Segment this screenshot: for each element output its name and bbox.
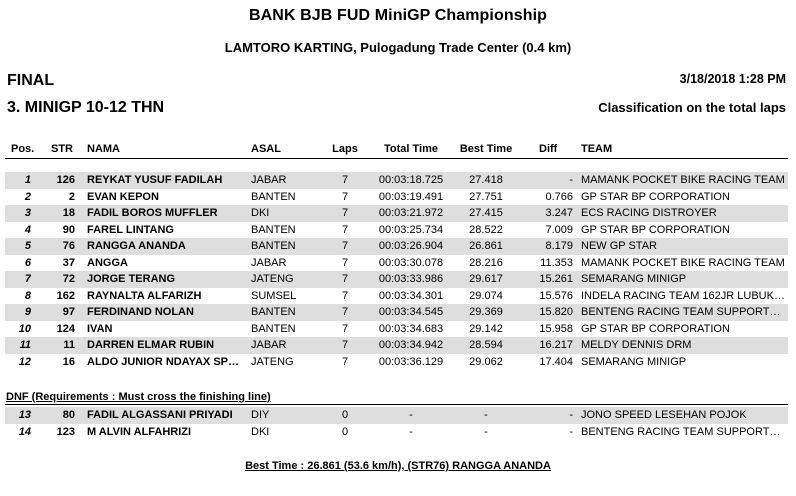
cell-team: MAMANK POCKET BIKE RACING TEAM (581, 174, 785, 186)
column-header-best-time: Best Time (459, 143, 513, 155)
cell-laps: 7 (341, 322, 349, 335)
cell-str: 11 (63, 339, 75, 351)
dnf-row (5, 407, 788, 424)
cell-pos: 10 (18, 322, 31, 335)
cell-total-time: 00:03:30.078 (378, 256, 444, 269)
cell-diff: - (569, 174, 573, 186)
cell-asal: JABAR (251, 174, 287, 186)
cell-pos: 9 (24, 306, 31, 318)
cell-str: 126 (56, 174, 75, 186)
result-row (5, 189, 788, 206)
cell-diff: 15.820 (539, 306, 573, 318)
cell-nama: RAYNALTA ALFARIZH (87, 289, 202, 302)
cell-team: GP STAR BP CORPORATION (581, 322, 730, 335)
cell-nama: RANGGA ANANDA (87, 240, 186, 252)
column-header-diff: Diff (539, 143, 558, 155)
cell-asal: DIY (251, 409, 270, 421)
cell-str: 18 (62, 207, 75, 219)
cell-best-time: 29.074 (469, 289, 503, 302)
cell-total-time: 00:03:34.545 (378, 306, 444, 318)
cell-diff: 11.353 (540, 256, 573, 269)
cell-total-time: 00:03:19.491 (378, 190, 444, 203)
cell-str: 80 (62, 409, 75, 421)
cell-laps: 7 (341, 355, 349, 368)
cell-str: 16 (62, 355, 75, 368)
cell-asal: JATENG (251, 273, 294, 285)
cell-best-time: 27.751 (469, 190, 503, 203)
cell-laps: 7 (341, 240, 349, 252)
result-row (5, 337, 788, 354)
cell-pos: 5 (24, 240, 31, 252)
cell-laps: 7 (341, 256, 349, 269)
cell-pos: 6 (24, 256, 31, 269)
result-row (5, 238, 788, 255)
cell-str: 124 (56, 322, 75, 335)
result-row (5, 255, 788, 272)
cell-pos: 11 (19, 339, 31, 351)
results-table-header (5, 141, 788, 159)
cell-team: BENTENG RACING TEAM SUPPORT… (581, 425, 781, 438)
column-header-team: TEAM (581, 143, 613, 155)
cell-laps: 7 (341, 223, 349, 236)
cell-pos: 12 (18, 355, 31, 368)
column-header-asal: ASAL (251, 143, 281, 155)
cell-team: MELDY DENNIS DRM (581, 339, 692, 351)
cell-best-time: 28.522 (469, 223, 503, 236)
column-header-laps: Laps (332, 143, 358, 155)
cell-best-time: 28.594 (469, 339, 503, 351)
result-row (5, 288, 788, 305)
cell-best-time: 26.861 (469, 240, 503, 252)
cell-nama: ANGGA (87, 256, 128, 269)
cell-best-time: 29.062 (469, 355, 503, 368)
cell-nama: ALDO JUNIOR NDAYAX SP… (87, 355, 239, 368)
column-header-str: STR (51, 143, 73, 155)
cell-total-time: 00:03:34.683 (378, 322, 444, 335)
cell-asal: JABAR (251, 256, 287, 269)
cell-team: SEMARANG MINIGP (581, 273, 687, 285)
cell-nama: M ALVIN ALFAHRIZI (87, 425, 192, 438)
column-header-pos: Pos. (11, 143, 35, 155)
cell-str: 72 (62, 273, 75, 285)
cell-asal: BANTEN (251, 223, 296, 236)
cell-total-time: - (409, 409, 413, 421)
cell-team: MAMANK POCKET BIKE RACING TEAM (581, 256, 785, 269)
cell-pos: 4 (24, 223, 31, 236)
cell-asal: BANTEN (251, 190, 296, 203)
cell-nama: DARREN ELMAR RUBIN (87, 339, 215, 351)
cell-asal: DKI (251, 425, 270, 438)
cell-asal: BANTEN (251, 322, 296, 335)
cell-total-time: 00:03:21.972 (378, 207, 444, 219)
cell-team: INDELA RACING TEAM 162JR LUBUK… (581, 289, 785, 302)
cell-team: JONO SPEED LESEHAN POJOK (581, 409, 747, 421)
cell-best-time: - (484, 425, 488, 438)
cell-total-time: 00:03:34.942 (378, 339, 444, 351)
cell-str: 2 (68, 190, 75, 203)
cell-asal: DKI (251, 207, 270, 219)
cell-pos: 7 (24, 273, 31, 285)
cell-best-time: 29.142 (469, 322, 503, 335)
cell-diff: - (569, 409, 573, 421)
venue-title: LAMTORO KARTING, Pulogadung Trade Center (0.4 km) (224, 40, 572, 55)
cell-pos: 2 (24, 190, 31, 203)
cell-laps: 7 (341, 289, 349, 302)
cell-diff: 16.217 (539, 339, 573, 351)
column-header-nama: NAMA (87, 143, 120, 155)
cell-laps: 7 (341, 339, 349, 351)
cell-diff: 15.576 (539, 289, 573, 302)
cell-asal: BANTEN (251, 240, 296, 252)
cell-pos: 3 (24, 207, 31, 219)
cell-diff: 3.247 (545, 207, 573, 219)
cell-diff: 0.766 (545, 190, 573, 203)
cell-team: SEMARANG MINIGP (581, 355, 687, 368)
class-name: 3. MINIGP 10-12 THN (7, 99, 165, 116)
cell-team: GP STAR BP CORPORATION (581, 190, 730, 203)
cell-total-time: 00:03:26.904 (378, 240, 444, 252)
cell-best-time: - (484, 409, 488, 421)
cell-total-time: 00:03:34.301 (378, 289, 444, 302)
dnf-divider (5, 404, 788, 405)
results-table-body (5, 172, 788, 370)
cell-str: 37 (62, 256, 75, 269)
session-datetime: 3/18/2018 1:28 PM (679, 72, 786, 86)
cell-team: ECS RACING DISTROYER (581, 207, 717, 219)
cell-total-time: 00:03:18.725 (378, 174, 444, 186)
cell-diff: 8.179 (545, 240, 573, 252)
cell-asal: BANTEN (251, 306, 296, 318)
cell-diff: 17.404 (539, 355, 573, 368)
cell-pos: 8 (24, 289, 31, 302)
cell-best-time: 29.369 (469, 306, 503, 318)
cell-laps: 7 (341, 273, 349, 285)
cell-nama: REYKAT YUSUF FADILAH (87, 174, 223, 186)
cell-nama: IVAN (87, 322, 113, 335)
cell-diff: - (569, 425, 573, 438)
cell-pos: 14 (18, 425, 31, 438)
cell-str: 76 (62, 240, 75, 252)
cell-pos: 1 (24, 174, 31, 186)
dnf-row (5, 424, 788, 441)
cell-laps: 7 (341, 190, 349, 203)
cell-total-time: 00:03:33.986 (378, 273, 444, 285)
cell-str: 162 (56, 289, 75, 302)
result-row (5, 222, 788, 239)
cell-str: 97 (62, 306, 75, 318)
cell-nama: FAREL LINTANG (87, 223, 174, 236)
cell-laps: 7 (341, 207, 349, 219)
cell-team: NEW GP STAR (581, 240, 657, 252)
cell-nama: FADIL BOROS MUFFLER (87, 207, 218, 219)
cell-best-time: 28.216 (469, 256, 503, 269)
championship-title: BANK BJB FUD MiniGP Championship (248, 7, 548, 24)
cell-laps: 7 (341, 306, 349, 318)
cell-diff: 15.958 (539, 322, 573, 335)
cell-diff: 15.261 (539, 273, 573, 285)
result-row (5, 205, 788, 222)
cell-asal: JATENG (251, 355, 294, 368)
cell-best-time: 29.617 (469, 273, 503, 285)
best-time-summary: Best Time : 26.861 (53.6 km/h), (STR76) RANGGA ANANDA (245, 460, 551, 472)
cell-nama: EVAN KEPON (87, 190, 159, 203)
cell-nama: JORGE TERANG (87, 273, 176, 285)
cell-nama: FERDINAND NOLAN (87, 306, 194, 318)
column-header-total-time: Total Time (384, 143, 438, 155)
cell-laps: 7 (341, 174, 349, 186)
cell-best-time: 27.418 (469, 174, 503, 186)
cell-team: GP STAR BP CORPORATION (581, 223, 730, 236)
cell-total-time: 00:03:25.734 (378, 223, 444, 236)
cell-total-time: - (409, 425, 413, 438)
cell-total-time: 00:03:36.129 (378, 355, 444, 368)
result-row (5, 354, 788, 371)
cell-nama: FADIL ALGASSANI PRIYADI (87, 409, 233, 421)
cell-str: 90 (62, 223, 75, 236)
dnf-table-body (5, 407, 788, 440)
cell-laps: 0 (341, 425, 349, 438)
cell-asal: JABAR (251, 339, 287, 351)
cell-asal: SUMSEL (251, 289, 297, 302)
cell-team: BENTENG RACING TEAM SUPPORT… (581, 306, 781, 318)
classification-note: Classification on the total laps (598, 100, 786, 115)
cell-str: 123 (56, 425, 75, 438)
cell-best-time: 27.415 (469, 207, 503, 219)
result-row (5, 304, 788, 321)
cell-laps: 0 (341, 409, 349, 421)
dnf-label: DNF (Requirements : Must cross the finishing line) (6, 391, 271, 403)
cell-pos: 13 (18, 409, 31, 421)
cell-diff: 7.009 (545, 223, 573, 236)
result-row (5, 172, 788, 189)
result-row (5, 321, 788, 338)
session-name: FINAL (7, 72, 55, 89)
result-row (5, 271, 788, 288)
